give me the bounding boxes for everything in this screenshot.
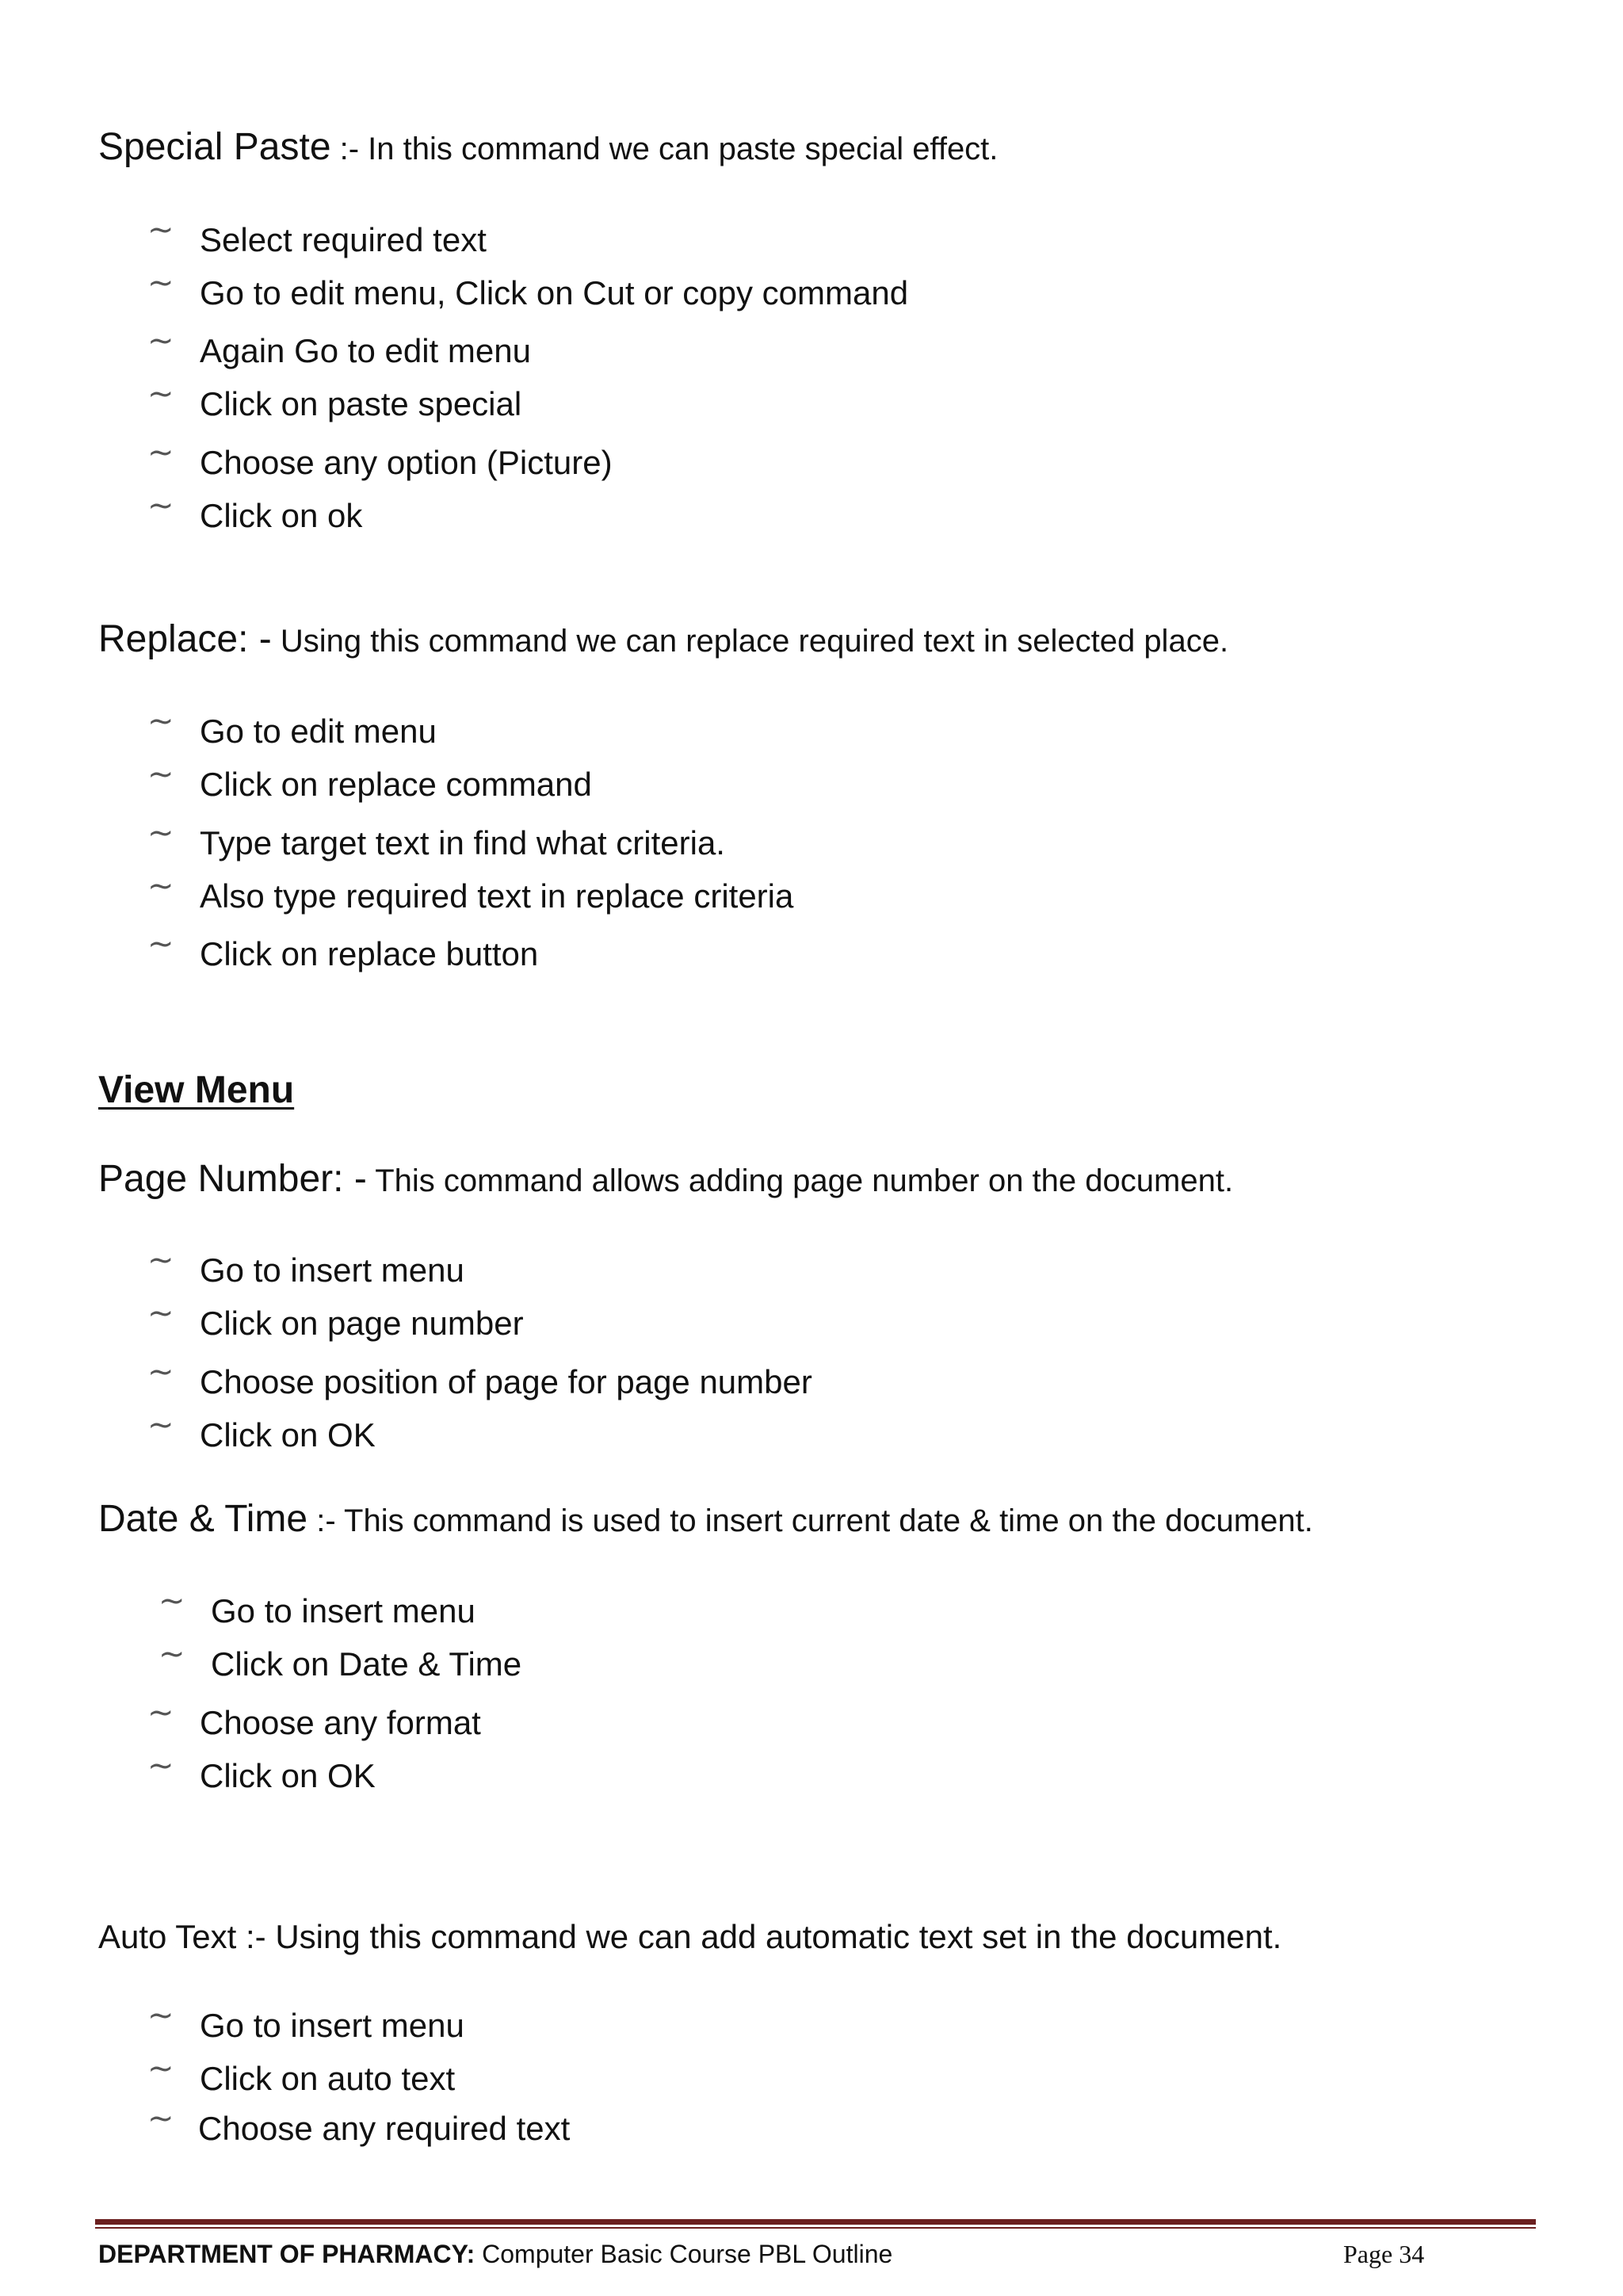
heading-description: Using this command we can replace required text in selected place.: [271, 624, 1229, 659]
step-text: Click on paste special: [200, 385, 522, 422]
step-text: Again Go to edit menu: [200, 332, 531, 369]
step-text: Click on replace command: [200, 766, 592, 803]
step-text: Go to edit menu, Click on Cut or copy command: [200, 274, 909, 311]
step-text: Choose any required text: [198, 2110, 571, 2147]
heading-description: :- This command is used to insert current date & time on the document.: [307, 1503, 1313, 1538]
step-text: Choose any option (Picture): [200, 444, 613, 481]
tilde-bullet-icon: ~: [147, 756, 174, 793]
step-text: Also type required text in replace criteria: [200, 877, 794, 915]
heading-description: This command allows adding page number on the document.: [366, 1163, 1234, 1198]
step-text: Click on auto text: [200, 2060, 456, 2097]
tilde-bullet-icon: ~: [147, 1694, 174, 1731]
tilde-bullet-icon: ~: [147, 2100, 174, 2137]
date-time-heading: [98, 1499, 1313, 1541]
step-text: Type target text in find what criteria.: [200, 824, 725, 861]
section-title: View Menu: [98, 1069, 295, 1111]
special-paste-heading: [98, 127, 998, 169]
step-text: Click on Date & Time: [211, 1645, 522, 1683]
tilde-bullet-icon: ~: [147, 815, 174, 851]
tilde-bullet-icon: ~: [147, 703, 174, 739]
tilde-bullet-icon: ~: [147, 323, 174, 359]
tilde-bullet-icon: ~: [147, 265, 174, 301]
step-text: Go to insert menu: [211, 1592, 475, 1629]
footer-divider-thin: [95, 2227, 1536, 2229]
footer-department: DEPARTMENT OF PHARMACY:: [98, 2240, 475, 2268]
tilde-bullet-icon: ~: [147, 487, 174, 524]
tilde-bullet-icon: ~: [147, 2050, 174, 2087]
tilde-bullet-icon: ~: [147, 1748, 174, 1784]
heading-term: Replace: -: [98, 618, 272, 660]
step-text: Choose position of page for page number: [200, 1363, 812, 1400]
step-text: Click on replace button: [200, 935, 539, 972]
step-text: Go to insert menu: [200, 1251, 464, 1289]
tilde-bullet-icon: ~: [147, 212, 174, 248]
heading-term: Date & Time: [98, 1498, 308, 1540]
tilde-bullet-icon: ~: [147, 1295, 174, 1331]
tilde-bullet-icon: ~: [147, 1997, 174, 2034]
footer-course: Computer Basic Course PBL Outline: [475, 2240, 893, 2268]
tilde-bullet-icon: ~: [147, 1354, 174, 1390]
step-text: Click on OK: [200, 1416, 376, 1454]
step-text: Select required text: [200, 221, 487, 258]
tilde-bullet-icon: ~: [147, 926, 174, 962]
tilde-bullet-icon: ~: [147, 1407, 174, 1443]
replace-heading: [98, 619, 1228, 661]
heading-description: :- In this command we can paste special effect.: [330, 132, 999, 166]
page-number: Page 34: [1343, 2240, 1425, 2268]
step-text: Go to insert menu: [200, 2007, 464, 2044]
page-footer: [98, 2240, 892, 2269]
tilde-bullet-icon: ~: [147, 434, 174, 471]
tilde-bullet-icon: ~: [147, 868, 174, 904]
tilde-bullet-icon: ~: [147, 1242, 174, 1278]
step-text: Choose any format: [200, 1704, 481, 1741]
step-text: Click on OK: [200, 1757, 376, 1794]
page-number-heading: [98, 1159, 1233, 1201]
step-text: Click on page number: [200, 1305, 524, 1342]
heading-term: Page Number: -: [98, 1158, 367, 1200]
tilde-bullet-icon: ~: [147, 376, 174, 412]
step-text: Go to edit menu: [200, 712, 437, 750]
step-text: Click on ok: [200, 497, 363, 534]
tilde-bullet-icon: ~: [158, 1636, 185, 1672]
footer-divider: [95, 2219, 1536, 2225]
tilde-bullet-icon: ~: [158, 1583, 185, 1619]
heading-term: Special Paste: [98, 126, 331, 168]
auto-text-heading: Auto Text :- Using this command we can add automatic text set in the document.: [98, 1918, 1282, 1955]
